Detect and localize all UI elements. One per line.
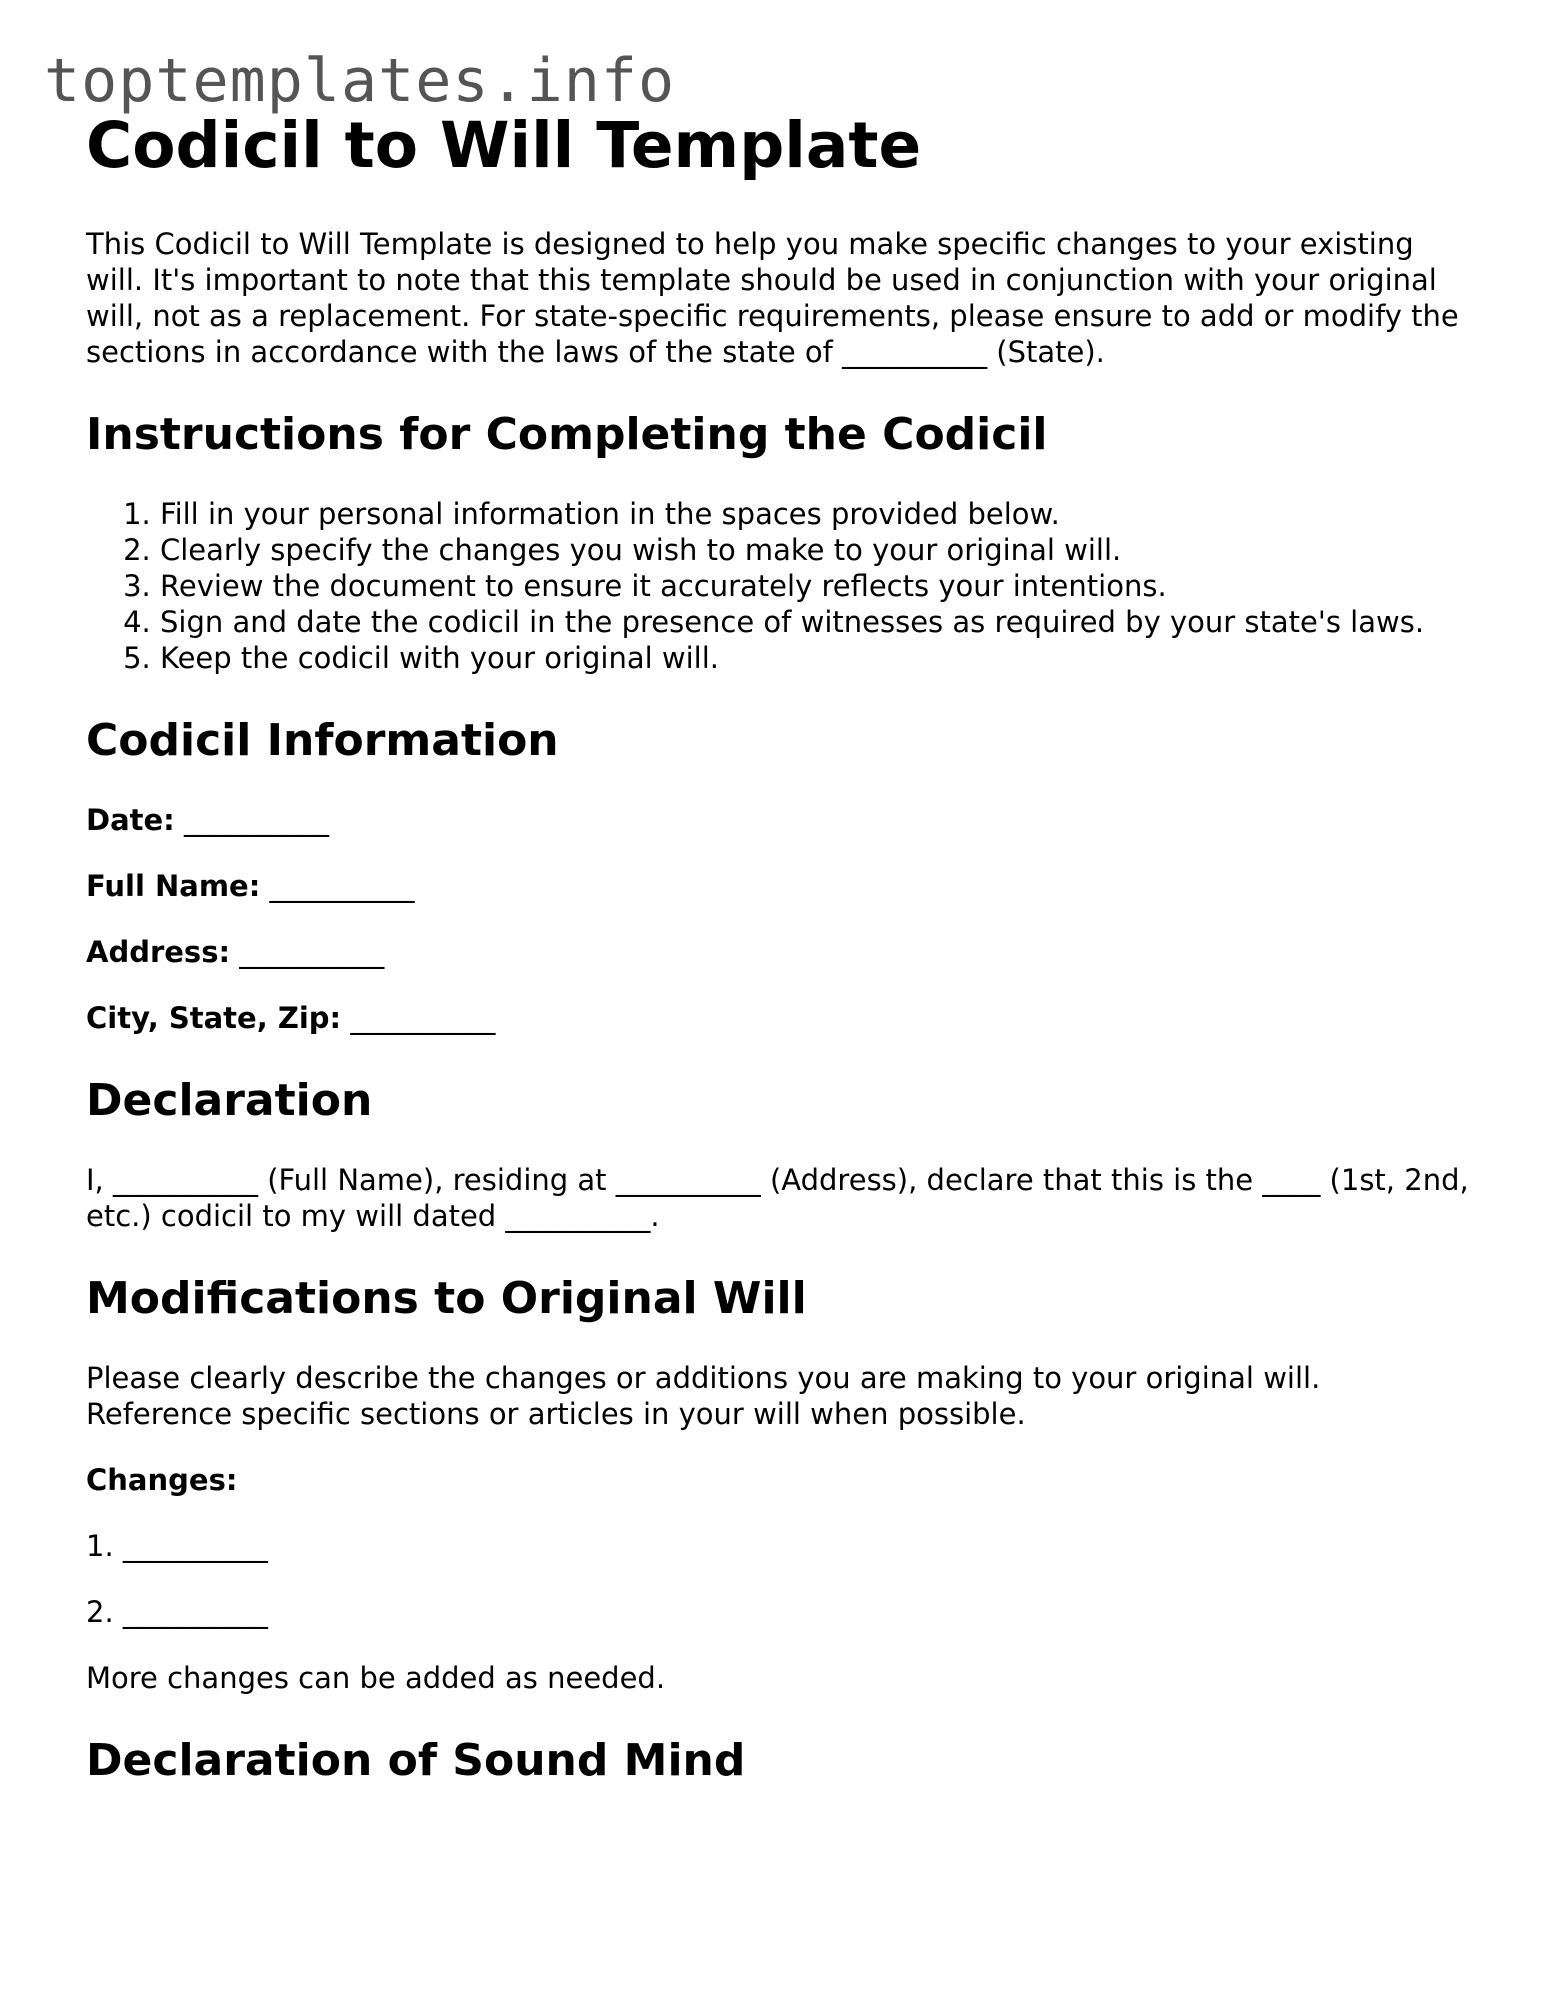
sound-mind-heading: Declaration of Sound Mind: [86, 1735, 746, 1786]
instructions-list: [86, 496, 1471, 676]
field-label: City, State, Zip:: [86, 1001, 342, 1035]
field-label: Date:: [86, 803, 175, 837]
address-blank[interactable]: __________: [239, 935, 385, 969]
field-label: Full Name:: [86, 869, 261, 903]
page-title: Codicil to Will Template: [86, 109, 922, 182]
instruction-step: 2. Clearly specify the changes you wish to make to your original will.: [160, 532, 1471, 568]
document-body: [86, 104, 1471, 1822]
instructions-heading: Instructions for Completing the Codicil: [86, 409, 1048, 460]
changes-note: More changes can be added as needed.: [86, 1661, 666, 1695]
watermark: toptemplates.info: [44, 46, 676, 116]
date-blank[interactable]: __________: [184, 803, 329, 837]
declaration-heading: Declaration: [86, 1075, 373, 1126]
city-state-zip-field: [86, 1000, 1471, 1036]
full-name-field: [86, 868, 1471, 904]
changes-label-text: Changes:: [86, 1463, 238, 1497]
change-item[interactable]: 1. __________: [86, 1529, 268, 1563]
modifications-text: Please clearly describe the changes or additions you are making to your original will. Reference specific sections or articles in your will when possible.: [86, 1361, 1321, 1431]
city-state-zip-blank[interactable]: __________: [350, 1001, 496, 1035]
instruction-step: 5. Keep the codicil with your original will.: [160, 640, 1471, 676]
intro-paragraph: This Codicil to Will Template is designed to help you make specific changes to your existing will. It's important to note that this template should be used in conjunction with your original will, not as a replacement. For state-specific requirements, please ensure to add or modify the sections in accordance with the laws of the state of __________ (State).: [86, 227, 1459, 369]
instruction-step: 4. Sign and date the codicil in the presence of witnesses as required by your state's laws.: [160, 604, 1471, 640]
instruction-step: 1. Fill in your personal information in the spaces provided below.: [160, 496, 1471, 532]
codicil-info-heading: Codicil Information: [86, 715, 559, 766]
instruction-step: 3. Review the document to ensure it accurately reflects your intentions.: [160, 568, 1471, 604]
date-field: [86, 802, 1471, 838]
change-item[interactable]: 2. __________: [86, 1595, 268, 1629]
declaration-text: I, __________ (Full Name), residing at __________ (Address), declare that this is the ____ (1st, 2nd, etc.) codicil to my will dated __________.: [86, 1163, 1469, 1233]
changes-label: [86, 1462, 1471, 1498]
modifications-heading: Modifications to Original Will: [86, 1273, 807, 1324]
full-name-blank[interactable]: __________: [269, 869, 415, 903]
address-field: [86, 934, 1471, 970]
field-label: Address:: [86, 935, 231, 969]
